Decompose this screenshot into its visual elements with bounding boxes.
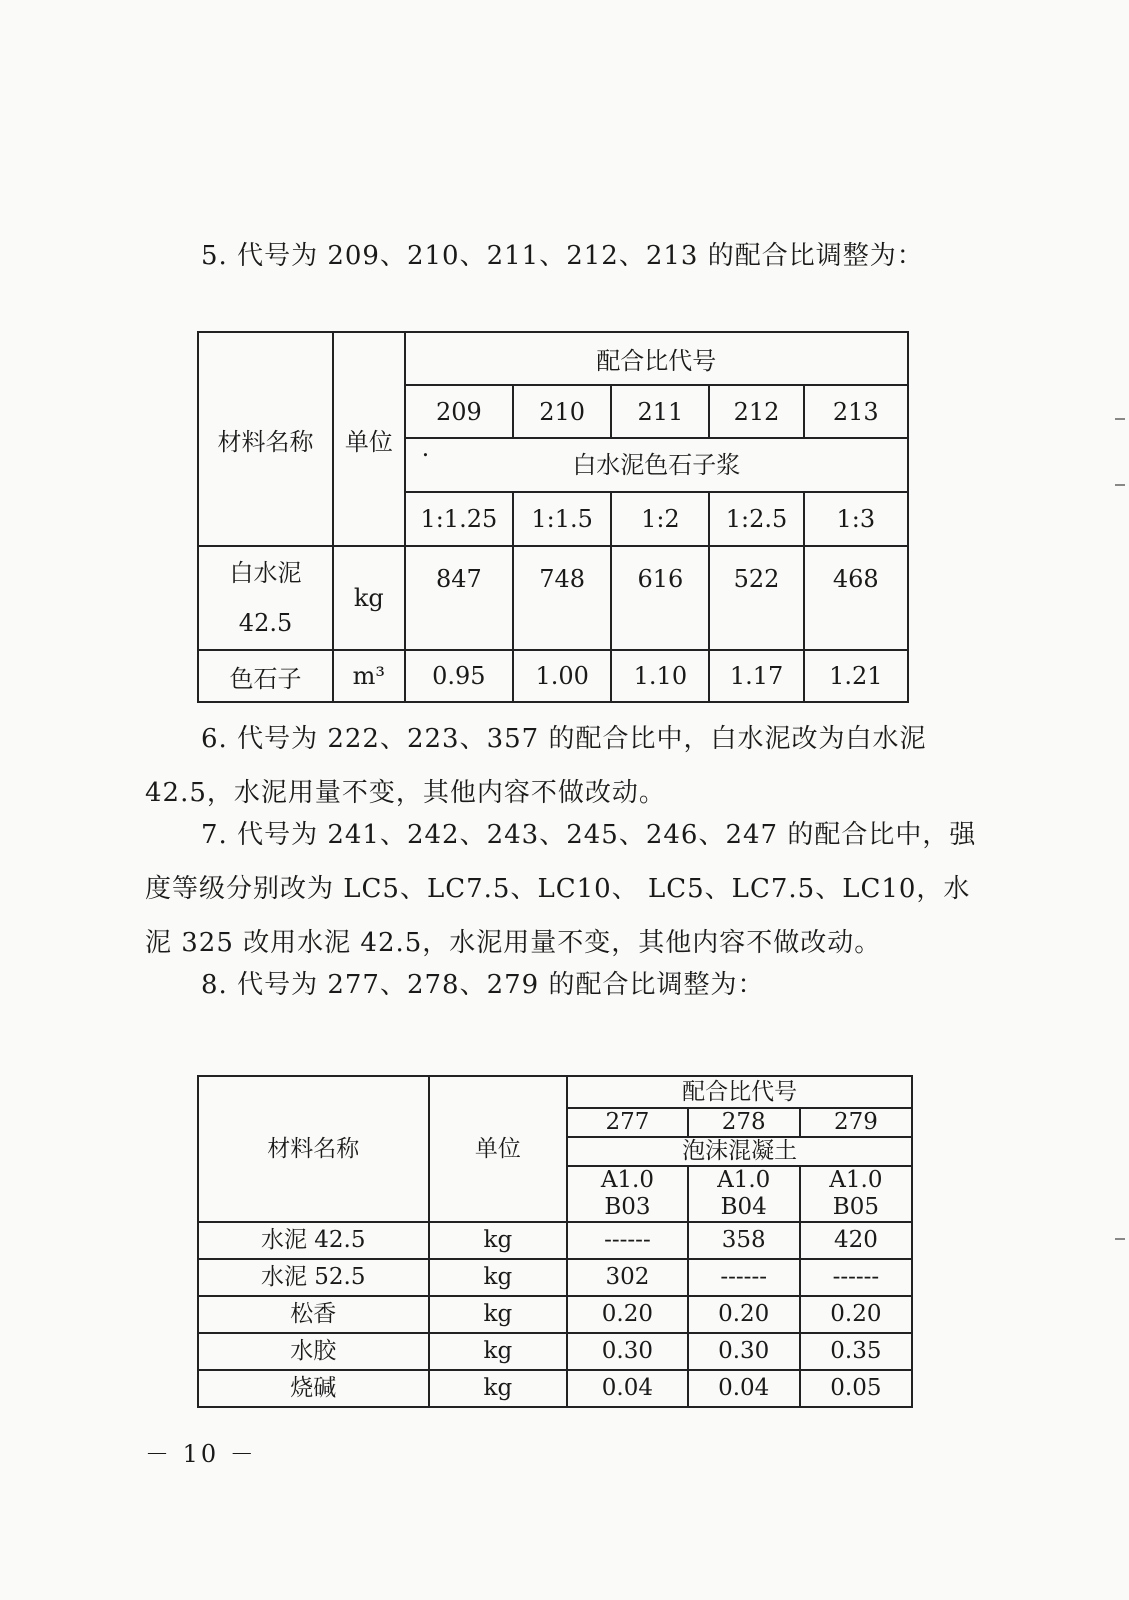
code-cell: 213 (804, 385, 908, 438)
paragraph-7: 7. 代号为 241、242、243、245、246、247 的配合比中，强度等级分别改为 LC5、LC7.5、LC10、 LC5、LC7.5、LC10，水泥 325 改用水泥 42.5，水泥用量不变，其他内容不做改动。 (145, 820, 977, 958)
mix-type-cell (405, 433, 908, 492)
ratio-cell: 1:1.25 (405, 492, 513, 546)
value-cell: 748 (513, 546, 611, 650)
scan-speck (1115, 484, 1125, 486)
value-cell: 0.35 (800, 1333, 912, 1370)
mix-type-label: 白水泥色石子浆 (572, 450, 741, 479)
scan-speck (1115, 418, 1125, 420)
header-unit: 单位 (429, 1076, 568, 1222)
material-name: 水胶 (198, 1333, 429, 1370)
value-cell: 1.10 (611, 650, 709, 702)
header-mix-code: 配合比代号 (567, 1076, 912, 1108)
grade-line1: A1.0 (829, 1167, 883, 1193)
material-name-line1: 白水泥 (229, 559, 302, 587)
table-row (198, 650, 908, 702)
scan-speck (1115, 1238, 1125, 1240)
value-cell: 616 (611, 546, 709, 650)
unit-cell: kg (429, 1222, 568, 1259)
paragraph-5: 5. 代号为 209、210、211、212、213 的配合比调整为： (201, 241, 924, 271)
table-row (198, 1259, 912, 1296)
value-cell: 1.21 (804, 650, 908, 702)
value-cell: 358 (688, 1222, 800, 1259)
ratio-cell: 1:3 (804, 492, 908, 546)
unit-cell: kg (429, 1296, 568, 1333)
unit-cell: kg (333, 546, 405, 650)
mix-ratio-table-209-213 (197, 331, 909, 703)
value-cell: 0.04 (567, 1370, 687, 1407)
value-cell: 0.20 (800, 1296, 912, 1333)
unit-cell: kg (429, 1370, 568, 1407)
value-cell: 0.30 (567, 1333, 687, 1370)
value-cell: ------ (800, 1259, 912, 1296)
value-cell: 468 (804, 546, 908, 650)
value-cell: 1.17 (709, 650, 803, 702)
code-cell: 278 (688, 1108, 800, 1137)
code-cell: 277 (567, 1108, 687, 1137)
grade-line2: B05 (832, 1194, 879, 1220)
value-cell: 0.95 (405, 650, 513, 702)
grade-cell (800, 1166, 912, 1222)
material-name-line2: 42.5 (238, 609, 293, 637)
header-material-name: 材料名称 (198, 332, 333, 546)
grade-cell (567, 1166, 687, 1222)
value-cell: 1.00 (513, 650, 611, 702)
code-cell: 211 (611, 385, 709, 438)
grade-line1: A1.0 (600, 1167, 654, 1193)
code-cell: 210 (513, 385, 611, 438)
table-row (198, 546, 908, 650)
value-cell: 0.30 (688, 1333, 800, 1370)
value-cell: 847 (405, 546, 513, 650)
ratio-cell: 1:2 (611, 492, 709, 546)
table-row (198, 1370, 912, 1407)
material-name: 水泥 42.5 (198, 1222, 429, 1259)
unit-cell: m³ (333, 650, 405, 702)
code-cell: 209 (405, 385, 513, 438)
header-material-name: 材料名称 (198, 1076, 429, 1222)
value-cell: 302 (567, 1259, 687, 1296)
code-cell: 212 (709, 385, 803, 438)
value-cell: 0.05 (800, 1370, 912, 1407)
unit-cell: kg (429, 1333, 568, 1370)
value-cell: 522 (709, 546, 803, 650)
material-name: 色石子 (198, 650, 333, 702)
value-cell: 0.04 (688, 1370, 800, 1407)
ratio-cell: 1:2.5 (709, 492, 803, 546)
grade-line2: B03 (604, 1194, 651, 1220)
value-cell: 0.20 (567, 1296, 687, 1333)
header-unit: 单位 (333, 332, 405, 546)
value-cell: 420 (800, 1222, 912, 1259)
table-row (198, 1333, 912, 1370)
page-number: － 10 － (145, 1440, 257, 1468)
paragraph-8: 8. 代号为 277、278、279 的配合比调整为： (201, 970, 765, 1000)
material-name: 松香 (198, 1296, 429, 1333)
value-cell: ------ (567, 1222, 687, 1259)
unit-cell: kg (429, 1259, 568, 1296)
grade-line1: A1.0 (717, 1167, 771, 1193)
grade-line2: B04 (720, 1194, 767, 1220)
paragraph-6: 6. 代号为 222、223、357 的配合比中，白水泥改为白水泥 42.5，水泥用量不变，其他内容不做改动。 (145, 724, 927, 808)
ratio-cell: 1:1.5 (513, 492, 611, 546)
material-name (198, 546, 333, 650)
material-name: 水泥 52.5 (198, 1259, 429, 1296)
material-name: 烧碱 (198, 1370, 429, 1407)
mix-type-label: 泡沫混凝土 (567, 1137, 912, 1166)
value-cell: ------ (688, 1259, 800, 1296)
stray-mark: . (421, 433, 430, 462)
value-cell: 0.20 (688, 1296, 800, 1333)
table-row (198, 1296, 912, 1333)
grade-cell (688, 1166, 800, 1222)
mix-ratio-table-277-279 (197, 1075, 913, 1408)
header-mix-code: 配合比代号 (405, 332, 908, 385)
table-row (198, 1222, 912, 1259)
code-cell: 279 (800, 1108, 912, 1137)
